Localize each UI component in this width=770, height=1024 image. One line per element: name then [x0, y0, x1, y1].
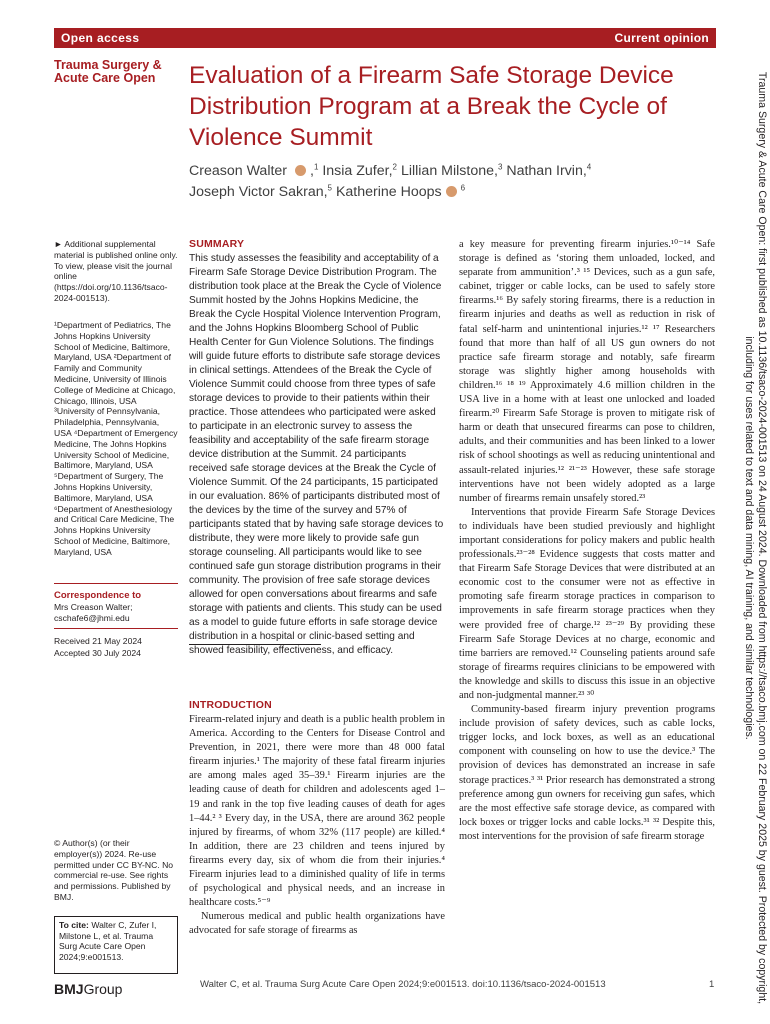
sidebar-text[interactable]: Trauma Surgery & Acute Care Open: first published as 10.1136/tsaco-2024-001513 on 24 August 2024. Downloaded from https://tsaco.bmj.com on 22 February 2025 by guest. Protected by copyright, including for uses related to text and data mining, AI training, and similar technologies.	[743, 71, 768, 1005]
author-affiliation-sup: 4	[586, 162, 592, 172]
orcid-icon[interactable]	[295, 165, 306, 176]
received-date: Received 21 May 2024	[54, 636, 142, 646]
paragraph: a key measure for preventing firearm injuries.¹⁰⁻¹⁴ Safe storage is defined as ‘storing them unloaded, locked, and separate from ammunition’.³ ¹⁵ Devices, such as a gun safe, cabinet, trigger or cable locks, can be used to safely store firearms.¹⁶ By safely storing firearms, there is a reduction in firearm injuries and deaths as well as reduction in risk of fatal self-harm and unintentional injuries.¹² ¹⁷ Researchers found that more than half of all US gun owners do not practice safe firearm storage and notably, safe firearm storage was slightly higher among households with children.¹⁶ ¹⁸ ¹⁹ Approximately 4.6 million children in the USA live in a home with at least one unlocked and loaded firearm.²⁰ Firearm Safe Storage is proven to mitigate risk of harm or death that unsecured firearms can pose to children, adults, and their communities and has been linked to a lower risk of school shootings as well as reducing unintentional and assault-related injuries.¹² ²¹⁻²³ However, these safe storage interventions have not been widely adopted as a large number of firearms remain unsafely stored.²³	[459, 239, 715, 504]
journal-name[interactable]: Trauma Surgery & Acute Care Open	[54, 58, 162, 85]
to-cite-box	[54, 916, 178, 974]
bmj-group-logo[interactable]	[54, 981, 122, 997]
copyright-sidebar	[743, 58, 768, 1018]
summary-divider	[189, 644, 321, 645]
correspondence-heading: Correspondence to	[54, 590, 142, 601]
author-name[interactable]: Insia Zufer,	[322, 163, 393, 179]
author-name[interactable]: Nathan Irvin,	[506, 163, 587, 179]
correspondence-text[interactable]: Mrs Creason Walter; cschafe6@jhmi.edu	[54, 602, 133, 623]
paragraph: Interventions that provide Firearm Safe Storage Devices to individuals have been studied previously and highlight important considerations for policy makers and public health professionals.²³⁻²⁸ Evidence suggests that costs matter and that Firearm Safe Storage Devices that were distributed at an economic cost to the consumer were not as effective in promoting safe firearm storage practices in comparison to improvements in safe firearm storage practices when they were provided free of charge.¹² ²³⁻²⁹ By providing these Firearm Safe Storage Devices at no charge, economic and time barriers are removed.¹² Counseling patients around safe storage of firearms requires clinicians to be empowered with the knowledge and skills to discuss this issue in an objective and non-judgmental manner.²³ ³⁰	[459, 506, 715, 701]
accepted-date: Accepted 30 July 2024	[54, 648, 141, 658]
divider	[54, 628, 178, 629]
paragraph: Firearm-related injury and death is a public health problem in America. According to the Centers for Disease Control and Prevention, in 2021, there were more than 48 000 fatal firearm injuries.¹ The majority of these fatal firearm injuries are among males aged 35–39.¹ Firearm injuries are the leading cause of death for children and adolescents aged 1–19 and rank in the top five leading causes of death for ages 1–44.² ³ Every day, in the USA, there are around 362 people injured by firearms, of whom 32% (117 people) are killed.⁴ In addition, there are 23 children and teens injured by firearms every day, six of whom die from their injuries.⁴ Firearm injuries lead to a diminished quality of life in terms of psychological and physical needs, and an increase in healthcare costs.⁵⁻⁹	[189, 714, 445, 909]
article-title: Evaluation of a Firearm Safe Storage Device Distribution Program at a Break the Cycle of Violence Summit	[189, 62, 674, 151]
to-cite-label: To cite:	[59, 920, 89, 930]
article-type-label: Current opinion	[614, 31, 709, 45]
author-name[interactable]: Creason Walter	[189, 163, 288, 179]
introduction-body	[189, 713, 445, 939]
author-affiliation-sup: 5	[327, 183, 332, 193]
footer-reference: Walter C, et al. Trauma Surg Acute Care Open 2024;9:e001513. doi:10.1136/tsaco-2024-001513	[200, 979, 606, 990]
author-affiliation-sup: 2	[392, 162, 397, 172]
author-name[interactable]: Lillian Milstone,	[400, 163, 498, 179]
page-number: 1	[709, 979, 715, 990]
divider	[54, 583, 178, 584]
author-name[interactable]: Katherine Hoops	[335, 184, 442, 200]
summary-heading: SUMMARY	[189, 238, 245, 250]
affiliations: ¹Department of Pediatrics, The Johns Hopkins University School of Medicine, Baltimore, Maryland, USA ²Department of Family and Community Medicine, University of Illinois College of Medicine at Chicago, Chicago, Illinois, USA ³University of Pennsylvania, Philadelphia, Pennsylvania, USA ⁴Department of Emergency Medicine, The Johns Hopkins University School of Medicine, Baltimore, Maryland, USA ⁵Department of Surgery, The Johns Hopkins University, Baltimore, Maryland, USA ⁶Department of Anesthesiology and Critical Care Medicine, The Johns Hopkins University School of Medicine, Baltimore, Maryland, USA	[54, 320, 178, 557]
copyright-notice: © Author(s) (or their employer(s)) 2024. Re-use permitted under CC BY-NC. No commercial re-use. See rights and permissions. Published by BMJ.	[54, 838, 174, 902]
introduction-heading: INTRODUCTION	[189, 699, 272, 711]
to-cite-text: Walter C, Zufer I, Milstone L, et al. Trauma Surg Acute Care Open 2024;9:e001513.	[59, 920, 157, 962]
logo-group: Group	[83, 981, 123, 997]
author-list: Creason Walter ,$^1$ Insia Zufer,$^2$ Lillian Milstone,$^3$ Nathan Irvin,$^4$ Joseph Victor Sakran,$^5$ Katherine Hoops $^6$	[189, 162, 592, 200]
author-affiliation-sup: 6	[460, 183, 466, 193]
supplemental-note[interactable]: ► Additional supplemental material is published online only. To view, please visit the journal online (https://doi.org/10.1136/tsaco-2024-001513).	[54, 239, 178, 303]
author-affiliation-sup: 3	[497, 162, 503, 172]
paragraph: Community-based firearm injury prevention programs include provision of safety devices, such as cable locks, trigger locks, and lock boxes, as well as an educational component with counseling on how to use the device.³ The provision of devices has demonstrated an increase in safe storage practices.³ ³¹ Prior research has demonstrated a strong preference among gun owners for receiving gun safes, which are the most effective safe storage device, as compared with lock boxes or trigger locks and cable locks.³¹ ³² Despite this, most interventions for the provision of safe firearm storage	[459, 704, 715, 842]
header-bar	[54, 28, 716, 48]
paragraph: Numerous medical and public health organizations have advocated for safe storage of firearms as	[189, 911, 445, 937]
logo-bmj: BMJ	[54, 981, 84, 997]
author-name[interactable]: Joseph Victor Sakran,	[189, 184, 328, 200]
right-column-body	[459, 238, 715, 844]
orcid-icon[interactable]	[446, 186, 457, 197]
summary-text: This study assesses the feasibility and acceptability of a Firearm Safe Storage Device Distribution Program. The distribution took place at the Break the Cycle of Violence Summit hosted by the Johns Hopkins Medicine, the Break the Cycle Hospital Violence Intervention Program, and the Johns Hopkins Bloomberg School of Public Health Center for Gun Violence Solutions. The findings will guide future efforts to distribute safe storage devices in clinical settings. Attendees of the Break the Cycle of Violence Summit could choose from three types of safe storage devices to provide to their patients within their practice. Those attendees who participated were asked to participate in an electronic survey to assess the feasibility and acceptability of the safe firearm storage device distribution at the Summit. 24 participants received safe storage devices at the Break the Cycle of Violence Summit. Of the 24 participants, 15 participated in our evaluation. 86% of participants distributed most of the devices by the time of the survey and 57% of participants stated that by having safe storage devices to distribute, they were more likely to provide safe gun storage counseling. All participants would like to see continued safe gun storage distribution programs in their community. The provision of free safe storage devices allowed for open conversations about firearms and safe storage with patients and clients. This study can be used as a model to guide future efforts in safe storage device distribution in a hospital or clinic-based setting and showed feasibility, effectiveness, and efficacy.	[189, 253, 444, 656]
open-access-label: Open access	[61, 31, 140, 45]
author-affiliation-sup: 1	[313, 162, 319, 172]
